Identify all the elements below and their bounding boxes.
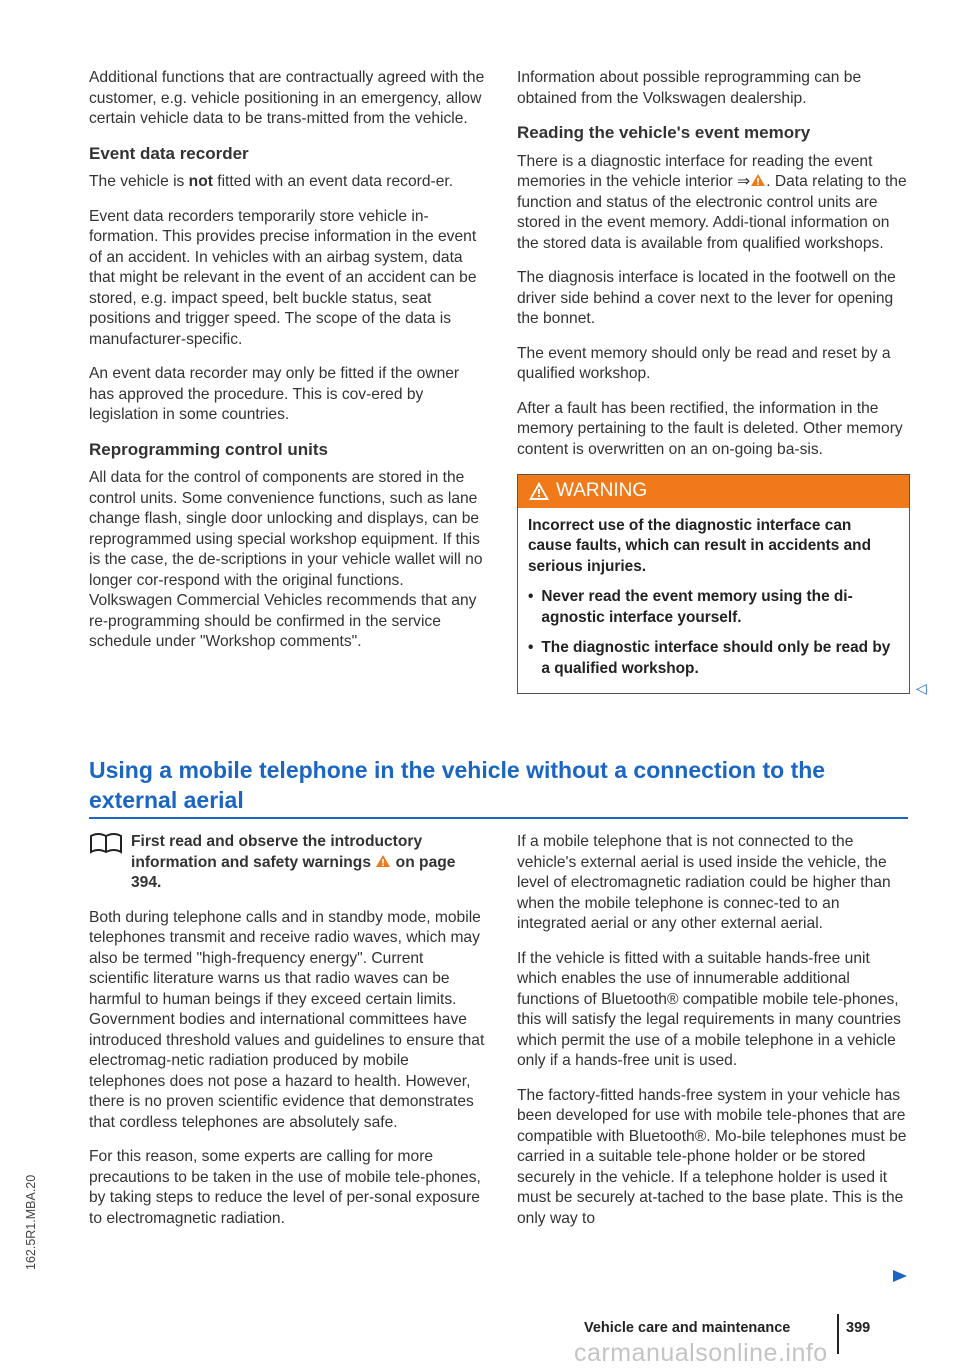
heading-reading-event-memory: Reading the vehicle's event memory: [517, 123, 811, 142]
footer-chapter: Vehicle care and maintenance: [584, 1320, 791, 1336]
paragraph: The vehicle is not fitted with an event data record-er.: [89, 173, 454, 190]
page-number: 399: [846, 1320, 871, 1336]
read-first-note: First read and observe the introductory information and safety warnings on page 394.: [89, 832, 485, 894]
right-column-bottom: [517, 832, 910, 1243]
paragraph: An event data recorder may only be fitted if the owner has approved the procedure. This is cov-ered by legislation in some countries.: [89, 365, 460, 423]
paragraph: If a mobile telephone that is not connected to the vehicle's external aerial is used inside the vehicle, the level of electromagnetic radiation could be higher than when the mobile telephone is connec-ted to an integrated aerial or any other external aerial.: [517, 833, 891, 932]
warning-label: WARNING: [556, 480, 648, 501]
watermark: carmanualsonline.info: [574, 1339, 828, 1367]
paragraph: The event memory should only be read and reset by a qualified workshop.: [517, 344, 891, 382]
section-title: Using a mobile telephone in the vehicle without a connection to the external aerial: [89, 757, 826, 813]
warning-box: [517, 474, 910, 694]
left-column-bottom: [89, 832, 485, 1243]
paragraph: Both during telephone calls and in standby mode, mobile telephones transmit and receive radio waves, which may also be termed "high-frequency energy". Current scientific literature warns us that radio waves can be harmful to human beings if they exceed certain limits. Government bodies and international committees have introduced threshold values and guidelines to ensure that electromag-netic radiation produced by mobile telephones does not pose a hazard to health. However, there is no proven scientific evidence that demonstrates that cordless telephones are absolutely safe.: [89, 908, 485, 1131]
paragraph: Information about possible reprogramming can be obtained from the Volkswagen dealership.: [517, 69, 862, 107]
footer-divider: [837, 1314, 839, 1354]
paragraph: After a fault has been rectified, the information in the memory pertaining to the fault is deleted. Other memory content is overwritten on an on-going ba-sis.: [517, 399, 903, 458]
warning-triangle-icon: [375, 854, 391, 868]
open-book-icon: [89, 832, 123, 854]
document-code: 162.5R1.MBA.20: [24, 1174, 38, 1270]
left-column-top: [89, 68, 485, 667]
warning-bullet: • Never read the event memory using the di-agnostic interface yourself.: [528, 588, 853, 626]
paragraph: Event data recorders temporarily store vehicle in-formation. This provides precise information in the event of an accident. In vehicles with an airbag system, data that might be relevant in the event of an accident can be stored, e.g. impact speed, belt buckle status, seat positions and trigger speed. The scope of the data is manufacturer-specific.: [89, 207, 477, 348]
paragraph: Additional functions that are contractually agreed with the customer, e.g. vehicle positioning in an emergency, allow certain vehicle data to be trans-mitted from the vehicle.: [89, 69, 485, 127]
heading-reprogramming: Reprogramming control units: [89, 439, 328, 459]
end-of-warning-marker: ◁: [916, 680, 927, 696]
paragraph: There is a diagnostic interface for reading the event memories in the vehicle interior ⇒ . Data relating to the function and status of the electronic control units are stored in the event memory. Addi-tional information on the stored data is available from qualified workshops.: [517, 152, 907, 252]
warning-header: [518, 475, 909, 508]
warning-body: [518, 508, 909, 694]
right-column-top: [517, 68, 910, 694]
heading-event-data-recorder: Event data recorder: [89, 143, 249, 163]
warning-headline: Incorrect use of the diagnostic interface can cause faults, which can result in accidents and serious injuries.: [528, 516, 871, 575]
warning-triangle-icon: [528, 481, 550, 501]
paragraph: The diagnosis interface is located in the footwell on the driver side behind a cover next to the lever for opening the bonnet.: [517, 269, 896, 327]
warning-triangle-icon: [750, 173, 766, 187]
continue-arrow-icon: [893, 1270, 907, 1282]
warning-bullet: • The diagnostic interface should only be read by a qualified workshop.: [528, 639, 891, 677]
paragraph: For this reason, some experts are calling for more precautions to be taken in the use of mobile tele-phones, by taking steps to reduce the level of per-sonal exposure to electromagnetic radiation.: [89, 1148, 481, 1227]
paragraph: If the vehicle is fitted with a suitable hands-free unit which enables the use of innumerable additional functions of Bluetooth® compatible mobile tele-phones, this will satisfy the legal requirements in many countries which permit the use of a mobile telephone in a vehicle only if a hands-free unit is used.: [517, 949, 901, 1069]
paragraph: All data for the control of components are stored in the control units. Some convenience functions, such as lane change flash, single door unlocking and displays, can be reprogrammed using special workshop equipment. If this is the case, the de-scriptions in your vehicle wallet will no longer cor-respond with the original functions. Volkswagen Commercial Vehicles recommends that any re-programming should be confirmed in the service schedule under "Workshop comments".: [89, 469, 483, 650]
section-divider: [89, 817, 908, 819]
paragraph: The factory-fitted hands-free system in your vehicle has been developed for use with mobile tele-phones that are compatible with Bluetooth®. Mo-bile telephones must be carried in a suitable tele-phone holder or be stored securely in the vehicle. If a telephone holder is used it must be securely at-tached to the base plate. This is the only way to: [517, 1086, 907, 1227]
